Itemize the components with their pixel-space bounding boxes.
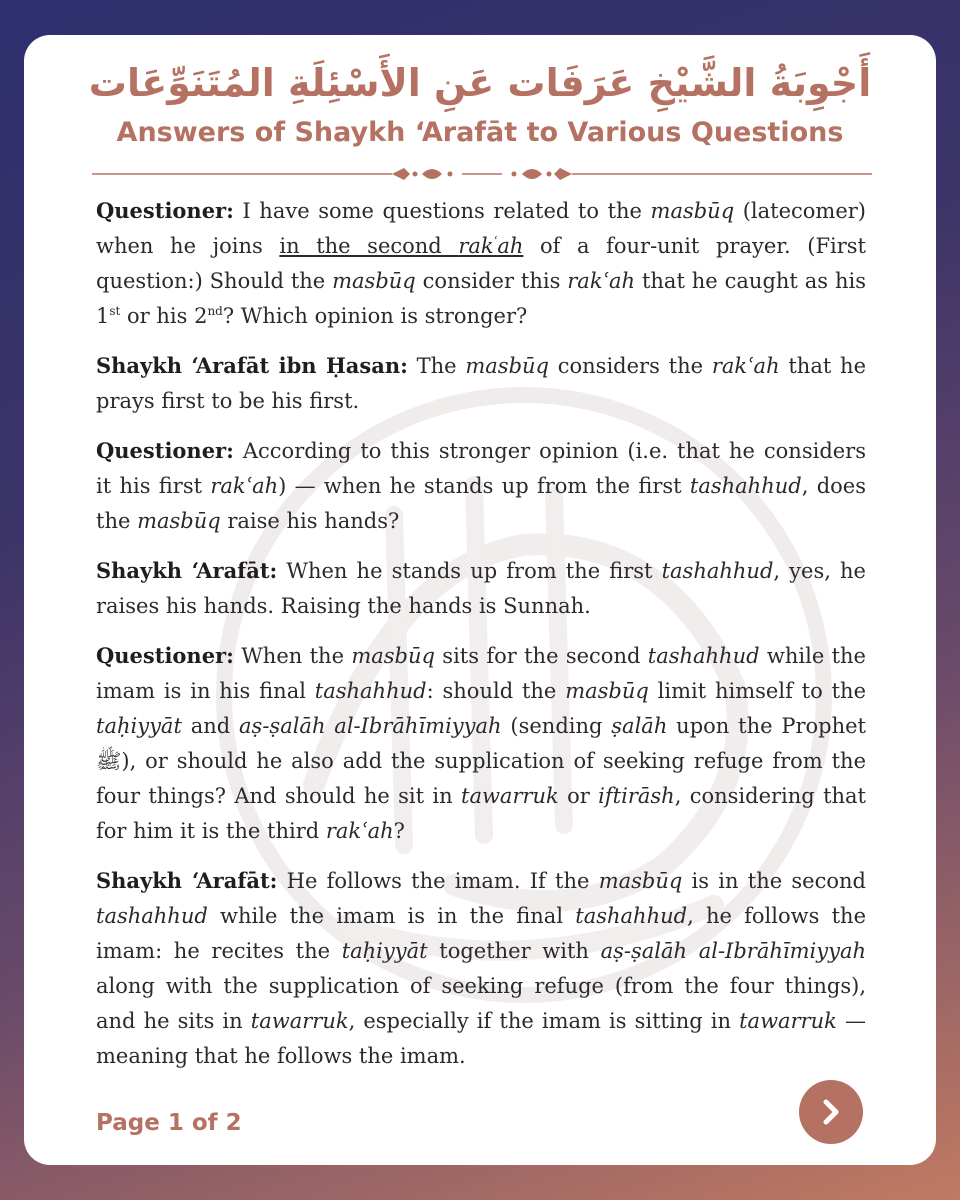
speaker-label: Shaykh ‘Arafāt: — [96, 558, 278, 583]
qa-paragraph-3: Questioner: According to this stronger opinion (i.e. that he considers it his first rakʿah) — when he stands up from the first tashahhud, does the masbūq raise his hands? — [96, 438, 866, 533]
qa-paragraph-5: Questioner: When the masbūq sits for the second tashahhud while the imam is in his final tashahhud: should the masbūq limit himself to the taḥiyyāt and aṣ-ṣalāh al-Ibrāhīmiyyah (sending ṣalāh upon the Prophet ﷺ), or should he also add the supplication of seeking refuge from the four things? And should he sit in tawarruk or iftirāsh, considering that for him it is the third rakʿah? — [96, 643, 866, 843]
salawat-glyph: ﷺ — [96, 749, 122, 773]
speaker-label: Questioner: — [96, 198, 234, 223]
ornamental-divider — [92, 161, 872, 187]
speaker-label: Questioner: — [96, 438, 234, 463]
qa-paragraph-4: Shaykh ‘Arafāt: When he stands up from the first tashahhud, yes, he raises his hands. Raising the hands is Sunnah. — [96, 558, 866, 618]
next-page-button[interactable] — [799, 1080, 863, 1144]
speaker-label: Shaykh ‘Arafāt ibn Ḥasan: — [96, 353, 408, 378]
content-card — [24, 35, 936, 1165]
page-indicator: Page 1 of 2 — [96, 1110, 242, 1136]
arabic-title: أَجْوِبَةُ الشَّيْخِ عَرَفَات عَنِ الأَسْئِلَةِ المُتَنَوِّعَات — [88, 61, 872, 105]
qa-paragraph-2: Shaykh ‘Arafāt ibn Ḥasan: The masbūq considers the rakʿah that he prays first to be his first. — [96, 353, 867, 413]
qa-paragraph-6: Shaykh ‘Arafāt: He follows the imam. If the masbūq is in the second tashahhud while the imam is in the final tashahhud, he follows the imam: he recites the taḥiyyāt together with aṣ-ṣalāh al-Ibrāhīmiyyah along with the supplication of seeking refuge (from the four things), and he sits in tawarruk, especially if the imam is sitting in tawarruk — meaning that he follows the imam. — [96, 868, 866, 1068]
qa-content — [96, 193, 866, 1088]
chevron-right-icon — [816, 1097, 846, 1127]
speaker-label: Shaykh ‘Arafāt: — [96, 868, 278, 893]
underlined-phrase: in the second rak$^ʿ$ah — [279, 234, 524, 258]
speaker-label: Questioner: — [96, 643, 234, 668]
english-title: Answers of Shaykh ‘Arafāt to Various Questions — [116, 117, 844, 148]
qa-paragraph-1: Questioner: I have some questions related to the masbūq (latecomer) when he joins in the second rak$^ʿ$ah of a four-unit prayer. (First question:) Should the masbūq consider this rakʿah that he caught as his 1st or his 2nd? Which opinion is stronger? — [96, 198, 866, 328]
